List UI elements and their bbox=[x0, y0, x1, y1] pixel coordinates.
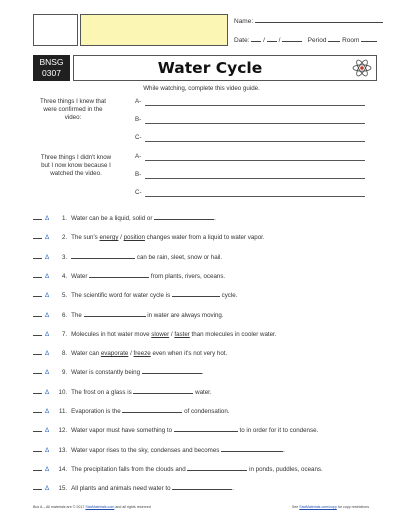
question-row bbox=[33, 252, 373, 261]
period-label: Period bbox=[307, 37, 327, 44]
recall-letter: C- bbox=[135, 134, 142, 141]
date-period-room-field[interactable] bbox=[234, 35, 377, 44]
question-number: 1. bbox=[61, 215, 68, 222]
question-number: 4. bbox=[61, 272, 68, 280]
header-blank-box bbox=[33, 14, 78, 46]
question-number: 13. bbox=[58, 446, 68, 454]
answer-blank[interactable] bbox=[33, 271, 42, 278]
question-number: 2. bbox=[61, 234, 68, 242]
choice-word[interactable]: freeze bbox=[133, 350, 151, 358]
answer-blank[interactable] bbox=[33, 406, 42, 413]
fill-in-blank[interactable] bbox=[187, 464, 247, 471]
delta-icon: Δ bbox=[45, 215, 50, 222]
recall-blank[interactable] bbox=[145, 160, 365, 161]
answer-blank[interactable] bbox=[33, 310, 42, 317]
recall-letter: C- bbox=[135, 189, 142, 196]
question-text: The sun's bbox=[71, 234, 100, 242]
fill-in-blank[interactable] bbox=[71, 252, 135, 259]
question-row bbox=[33, 483, 373, 492]
atom-icon bbox=[352, 59, 372, 77]
instructions: While watching, complete this video guide. bbox=[143, 85, 260, 92]
recall-blank[interactable] bbox=[145, 123, 365, 124]
question-text: Water is constantly being bbox=[71, 369, 142, 377]
fill-in-blank[interactable] bbox=[154, 213, 214, 220]
question-number: 14. bbox=[58, 465, 68, 473]
question-text: Evaporation is the bbox=[71, 408, 123, 415]
answer-blank[interactable] bbox=[33, 348, 42, 355]
question-row bbox=[33, 348, 373, 357]
question-text: than molecules in cooler water. bbox=[189, 330, 277, 338]
date-day-blank[interactable] bbox=[267, 35, 277, 42]
footer-link-copy[interactable]: StarMaterials.com/copy bbox=[299, 505, 337, 509]
recall-line[interactable] bbox=[135, 134, 365, 143]
answer-blank[interactable] bbox=[33, 483, 42, 490]
delta-icon: Δ bbox=[45, 388, 50, 396]
answer-blank[interactable] bbox=[33, 387, 42, 394]
recall-blank[interactable] bbox=[145, 196, 365, 197]
delta-icon: Δ bbox=[45, 408, 50, 415]
question-number: 12. bbox=[58, 427, 68, 435]
question-number: 15. bbox=[58, 485, 68, 493]
question-text: can be rain, sleet, snow or hail. bbox=[135, 253, 223, 261]
fill-in-blank[interactable] bbox=[133, 387, 193, 394]
answer-blank[interactable] bbox=[33, 425, 42, 432]
recall-line[interactable] bbox=[135, 171, 365, 180]
name-label: Name: bbox=[234, 18, 254, 25]
recall-line[interactable] bbox=[135, 153, 365, 162]
question-text: . bbox=[283, 446, 285, 454]
delta-icon: Δ bbox=[45, 292, 50, 300]
delta-icon: Δ bbox=[45, 253, 50, 261]
question-number: 11. bbox=[58, 408, 68, 415]
answer-blank[interactable] bbox=[33, 464, 42, 471]
question-text: Water vapor rises to the sky, condenses and becomes bbox=[71, 446, 222, 454]
question-text: of condensation. bbox=[182, 408, 230, 415]
question-text: . bbox=[201, 369, 204, 377]
delta-icon: Δ bbox=[45, 465, 50, 473]
choice-word[interactable]: position bbox=[123, 234, 145, 242]
page-title: Water Cycle bbox=[157, 59, 263, 77]
delta-icon: Δ bbox=[45, 311, 50, 319]
question-number: 7. bbox=[61, 330, 68, 338]
recall-line[interactable] bbox=[135, 189, 365, 198]
learned-label: Three things I didn't know but I now know because I watched the video. bbox=[40, 154, 112, 177]
worksheet-code-badge bbox=[33, 55, 70, 81]
question-number: 8. bbox=[61, 350, 68, 358]
question-row bbox=[33, 367, 373, 376]
question-text: in water are always moving. bbox=[145, 311, 224, 319]
question-text: The precipitation falls from the clouds and bbox=[71, 465, 188, 473]
code-line-1: BNSG bbox=[39, 57, 64, 67]
fill-in-blank[interactable] bbox=[84, 310, 146, 317]
question-text: / bbox=[118, 234, 124, 242]
question-number: 6. bbox=[61, 311, 68, 319]
fill-in-blank[interactable] bbox=[172, 483, 234, 493]
recall-line[interactable] bbox=[135, 116, 365, 125]
question-text: Water can be a liquid, solid or bbox=[71, 215, 155, 222]
date-separator: / bbox=[263, 37, 265, 44]
question-text: / bbox=[128, 350, 134, 358]
question-row bbox=[33, 464, 373, 473]
question-text: Water can bbox=[71, 350, 101, 358]
confirmed-label: Three things I knew that were confirmed in the video: bbox=[39, 98, 107, 121]
delta-icon: Δ bbox=[45, 446, 50, 454]
question-row bbox=[33, 310, 373, 319]
question-row bbox=[33, 406, 373, 415]
date-label: Date: bbox=[234, 37, 250, 44]
question-text: to in order for it to condense. bbox=[237, 427, 319, 435]
recall-blank[interactable] bbox=[145, 178, 365, 179]
question-number: 9. bbox=[61, 369, 68, 377]
room-blank[interactable] bbox=[361, 35, 377, 42]
question-text: / bbox=[169, 330, 175, 338]
answer-blank[interactable] bbox=[33, 445, 42, 452]
question-text: . bbox=[232, 485, 234, 493]
choice-word[interactable]: faster bbox=[174, 330, 190, 338]
question-row bbox=[33, 387, 373, 396]
question-row bbox=[33, 213, 373, 222]
date-separator: / bbox=[278, 37, 281, 44]
question-text: The frost on a glass is bbox=[71, 388, 134, 396]
question-text: Water bbox=[71, 272, 90, 280]
fill-in-blank[interactable] bbox=[89, 271, 149, 278]
delta-icon: Δ bbox=[45, 272, 50, 280]
question-row bbox=[33, 232, 373, 241]
answer-blank[interactable] bbox=[33, 213, 42, 220]
question-row bbox=[33, 445, 373, 454]
question-row bbox=[33, 290, 373, 299]
footer-copyright: Bus A – All materials are © 2017 StarMaterials.com and all rights reserved bbox=[33, 505, 151, 509]
question-text: changes water from a liquid to water vapor. bbox=[144, 234, 265, 242]
question-text: . bbox=[214, 215, 216, 222]
recall-blank[interactable] bbox=[145, 141, 365, 142]
recall-letter: B- bbox=[135, 171, 142, 178]
delta-icon: Δ bbox=[45, 330, 50, 338]
question-number: 5. bbox=[61, 292, 68, 300]
question-row bbox=[33, 425, 373, 434]
answer-blank[interactable] bbox=[33, 232, 42, 239]
footer-link-home[interactable]: StarMaterials.com bbox=[85, 505, 115, 509]
delta-icon: Δ bbox=[45, 485, 50, 493]
question-text: Water vapor must have something to bbox=[71, 427, 174, 435]
name-field[interactable] bbox=[234, 16, 383, 25]
date-month-blank[interactable] bbox=[251, 35, 261, 42]
fill-in-blank[interactable] bbox=[174, 425, 238, 432]
title-banner bbox=[73, 55, 377, 81]
question-number: 3. bbox=[61, 253, 68, 261]
choice-word[interactable]: energy bbox=[99, 234, 119, 242]
question-text: in ponds, puddles, oceans. bbox=[247, 465, 323, 473]
code-line-2: 0307 bbox=[42, 68, 61, 78]
recall-line[interactable] bbox=[135, 98, 365, 107]
answer-blank[interactable] bbox=[33, 290, 42, 297]
footer-restrictions: See StarMaterials.com/copy for copy restrictions bbox=[291, 505, 369, 509]
question-row bbox=[33, 271, 373, 280]
recall-letter: A- bbox=[135, 98, 142, 105]
period-blank[interactable] bbox=[328, 35, 340, 42]
answer-blank[interactable] bbox=[33, 252, 42, 259]
question-text: water. bbox=[193, 388, 212, 396]
fill-in-blank[interactable] bbox=[172, 290, 220, 297]
answer-blank[interactable] bbox=[33, 367, 42, 374]
recall-blank[interactable] bbox=[145, 105, 365, 106]
fill-in-blank[interactable] bbox=[142, 367, 204, 377]
delta-icon: Δ bbox=[45, 234, 50, 242]
question-row bbox=[33, 329, 373, 338]
question-text: The scientific word for water cycle is bbox=[71, 292, 172, 300]
delta-icon: Δ bbox=[45, 350, 50, 358]
question-number: 10. bbox=[58, 388, 68, 396]
delta-icon: Δ bbox=[45, 369, 50, 377]
question-text: Molecules in hot water move bbox=[71, 330, 152, 338]
header-yellow-box bbox=[80, 14, 228, 46]
delta-icon: Δ bbox=[45, 427, 50, 435]
question-text: All plants and animals need water to bbox=[71, 485, 173, 493]
recall-letter: B- bbox=[135, 116, 142, 123]
question-text: even when it's not very hot. bbox=[150, 350, 228, 358]
question-text: from plants, rivers, oceans. bbox=[149, 272, 226, 280]
choice-word[interactable]: evaporate bbox=[100, 350, 129, 358]
name-blank[interactable] bbox=[255, 16, 383, 23]
question-text: cycle. bbox=[219, 292, 238, 300]
recall-letter: A- bbox=[135, 153, 142, 160]
date-year-blank[interactable] bbox=[282, 35, 302, 42]
room-label: Room bbox=[342, 37, 360, 44]
fill-in-blank[interactable] bbox=[122, 406, 182, 413]
answer-blank[interactable] bbox=[33, 329, 42, 336]
choice-word[interactable]: slower bbox=[151, 330, 170, 338]
question-text: The bbox=[71, 311, 84, 319]
fill-in-blank[interactable] bbox=[221, 445, 283, 452]
